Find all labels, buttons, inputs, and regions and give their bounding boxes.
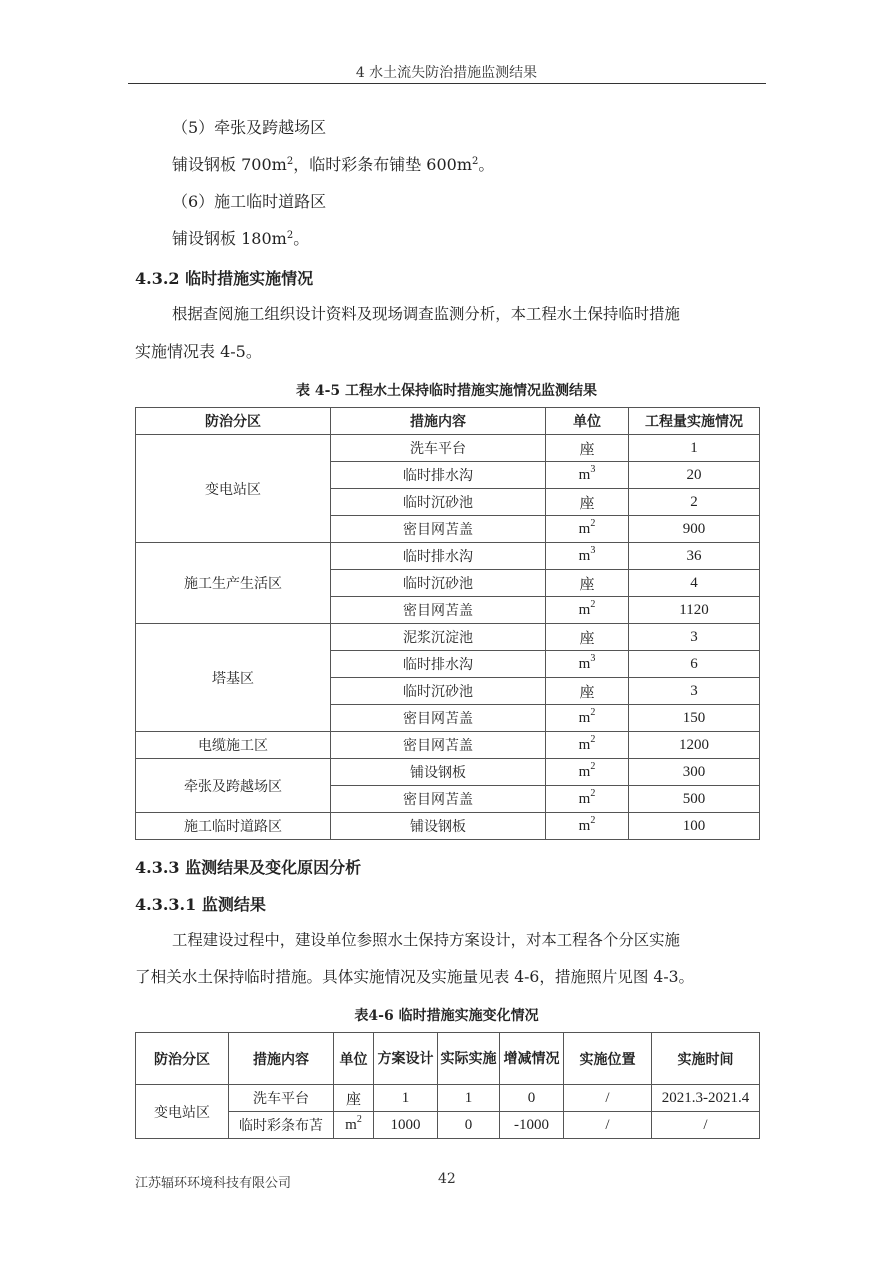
measure-cell: 铺设钢板 xyxy=(331,813,546,840)
table-row xyxy=(136,1112,760,1139)
zone-cell: 塔基区 xyxy=(136,624,331,732)
zone-cell: 电缆施工区 xyxy=(136,732,331,759)
value-cell: 1 xyxy=(629,435,760,462)
table45-header: 单位 xyxy=(546,408,629,435)
value-cell: 4 xyxy=(629,570,760,597)
time-cell: 2021.3-2021.4 xyxy=(652,1085,760,1112)
value-cell: 36 xyxy=(629,543,760,570)
measure-cell: 临时沉砂池 xyxy=(331,570,546,597)
section-4331-para-line1: 工程建设过程中，建设单位参照水土保持方案设计，对本工程各个分区实施 xyxy=(172,931,680,949)
value-cell: 500 xyxy=(629,786,760,813)
value-cell: 1200 xyxy=(629,732,760,759)
measure-cell: 临时排水沟 xyxy=(331,651,546,678)
measure-cell: 密目网苫盖 xyxy=(331,516,546,543)
table45-header-row xyxy=(136,408,760,435)
table45-caption: 表 4-5 工程水土保持临时措施实施情况监测结果 xyxy=(295,383,598,399)
section-6-text: 铺设钢板 $180m^2$。 xyxy=(172,229,310,248)
section-5-text: 铺设钢板 $700m^2$，临时彩条布铺垫 $600m^2$。 xyxy=(172,155,495,174)
table46-header: 实施位置 xyxy=(564,1033,652,1085)
time-cell: / xyxy=(652,1112,760,1139)
measure-cell: 密目网苫盖 xyxy=(331,597,546,624)
measure-cell: 泥浆沉淀池 xyxy=(331,624,546,651)
unit-cell: $m^3$ xyxy=(546,543,629,570)
zone-cell: 施工生产生活区 xyxy=(136,543,331,624)
zone-cell: 变电站区 xyxy=(136,435,331,543)
actual-cell: 0 xyxy=(438,1112,500,1139)
measure-cell: 临时沉砂池 xyxy=(331,678,546,705)
footer-company: 江苏辐环环境科技有限公司 xyxy=(135,1176,292,1191)
value-cell: 1120 xyxy=(629,597,760,624)
section-6-heading: （6）施工临时道路区 xyxy=(172,192,327,211)
section-5-heading: （5）牵张及跨越场区 xyxy=(172,118,327,137)
zone-cell: 变电站区 xyxy=(136,1085,229,1139)
table46-header: 增减情况 xyxy=(500,1033,564,1085)
unit-cell: $m^2$ xyxy=(546,597,629,624)
unit-cell: 座 xyxy=(546,570,629,597)
value-cell: 300 xyxy=(629,759,760,786)
measure-cell: 临时彩条布苫 xyxy=(229,1112,334,1139)
table46-header: 实施时间 xyxy=(652,1033,760,1085)
unit-cell: $m^2$ xyxy=(546,732,629,759)
value-cell: 2 xyxy=(629,489,760,516)
table-4-6 xyxy=(135,1032,760,1139)
section-4331-heading: 4.3.3.1 监测结果 xyxy=(135,895,266,914)
unit-cell: $m^2$ xyxy=(546,786,629,813)
unit-cell: 座 xyxy=(546,489,629,516)
zone-cell: 施工临时道路区 xyxy=(136,813,331,840)
table46-header: 实际实施 xyxy=(438,1033,500,1085)
table-4-5 xyxy=(135,407,760,840)
table-row xyxy=(136,813,760,840)
table-row xyxy=(136,732,760,759)
measure-cell: 临时排水沟 xyxy=(331,543,546,570)
zone-cell: 牵张及跨越场区 xyxy=(136,759,331,813)
table-row xyxy=(136,543,760,570)
unit-cell: 座 xyxy=(334,1085,374,1112)
value-cell: 20 xyxy=(629,462,760,489)
page-number: 42 xyxy=(438,1171,456,1187)
table-row xyxy=(136,759,760,786)
measure-cell: 临时排水沟 xyxy=(331,462,546,489)
value-cell: 100 xyxy=(629,813,760,840)
unit-cell: 座 xyxy=(546,435,629,462)
table46-header: 措施内容 xyxy=(229,1033,334,1085)
table46-header: 防治分区 xyxy=(136,1033,229,1085)
measure-cell: 洗车平台 xyxy=(331,435,546,462)
value-cell: 3 xyxy=(629,624,760,651)
measure-cell: 洗车平台 xyxy=(229,1085,334,1112)
design-cell: 1000 xyxy=(374,1112,438,1139)
unit-cell: $m^2$ xyxy=(546,705,629,732)
measure-cell: 密目网苫盖 xyxy=(331,732,546,759)
unit-cell: $m^3$ xyxy=(546,462,629,489)
unit-cell: $m^2$ xyxy=(546,759,629,786)
section-432-para-line2: 实施情况表 4-5。 xyxy=(135,342,262,361)
change-cell: -1000 xyxy=(500,1112,564,1139)
value-cell: 150 xyxy=(629,705,760,732)
location-cell: / xyxy=(564,1112,652,1139)
table-row xyxy=(136,1085,760,1112)
table45-header: 防治分区 xyxy=(136,408,331,435)
section-432-heading: 4.3.2 临时措施实施情况 xyxy=(135,269,314,288)
table46-header: 单位 xyxy=(334,1033,374,1085)
unit-cell: $m^2$ xyxy=(546,813,629,840)
measure-cell: 密目网苫盖 xyxy=(331,786,546,813)
unit-cell: $m^2$ xyxy=(546,516,629,543)
table45-header: 工程量实施情况 xyxy=(629,408,760,435)
unit-cell: $m^3$ xyxy=(546,651,629,678)
unit-cell: 座 xyxy=(546,624,629,651)
table46-caption: 表4-6 临时措施实施变化情况 xyxy=(354,1008,539,1024)
actual-cell: 1 xyxy=(438,1085,500,1112)
table46-header: 方案设计 xyxy=(374,1033,438,1085)
location-cell: / xyxy=(564,1085,652,1112)
measure-cell: 铺设钢板 xyxy=(331,759,546,786)
header-divider xyxy=(128,83,766,84)
table46-header-row xyxy=(136,1033,760,1085)
table-row xyxy=(136,624,760,651)
table45-header: 措施内容 xyxy=(331,408,546,435)
measure-cell: 密目网苫盖 xyxy=(331,705,546,732)
unit-cell: 座 xyxy=(546,678,629,705)
table-row xyxy=(136,435,760,462)
value-cell: 6 xyxy=(629,651,760,678)
unit-cell: $m^2$ xyxy=(334,1112,374,1139)
design-cell: 1 xyxy=(374,1085,438,1112)
measure-cell: 临时沉砂池 xyxy=(331,489,546,516)
running-header: 4 水土流失防治措施监测结果 xyxy=(355,65,538,81)
section-432-para-line1: 根据查阅施工组织设计资料及现场调查监测分析，本工程水土保持临时措施 xyxy=(172,305,680,323)
section-4331-para-line2: 了相关水土保持临时措施。具体实施情况及实施量见表 4-6，措施照片见图 4-3。 xyxy=(135,968,695,986)
section-433-heading: 4.3.3 监测结果及变化原因分析 xyxy=(135,858,362,877)
value-cell: 900 xyxy=(629,516,760,543)
change-cell: 0 xyxy=(500,1085,564,1112)
value-cell: 3 xyxy=(629,678,760,705)
